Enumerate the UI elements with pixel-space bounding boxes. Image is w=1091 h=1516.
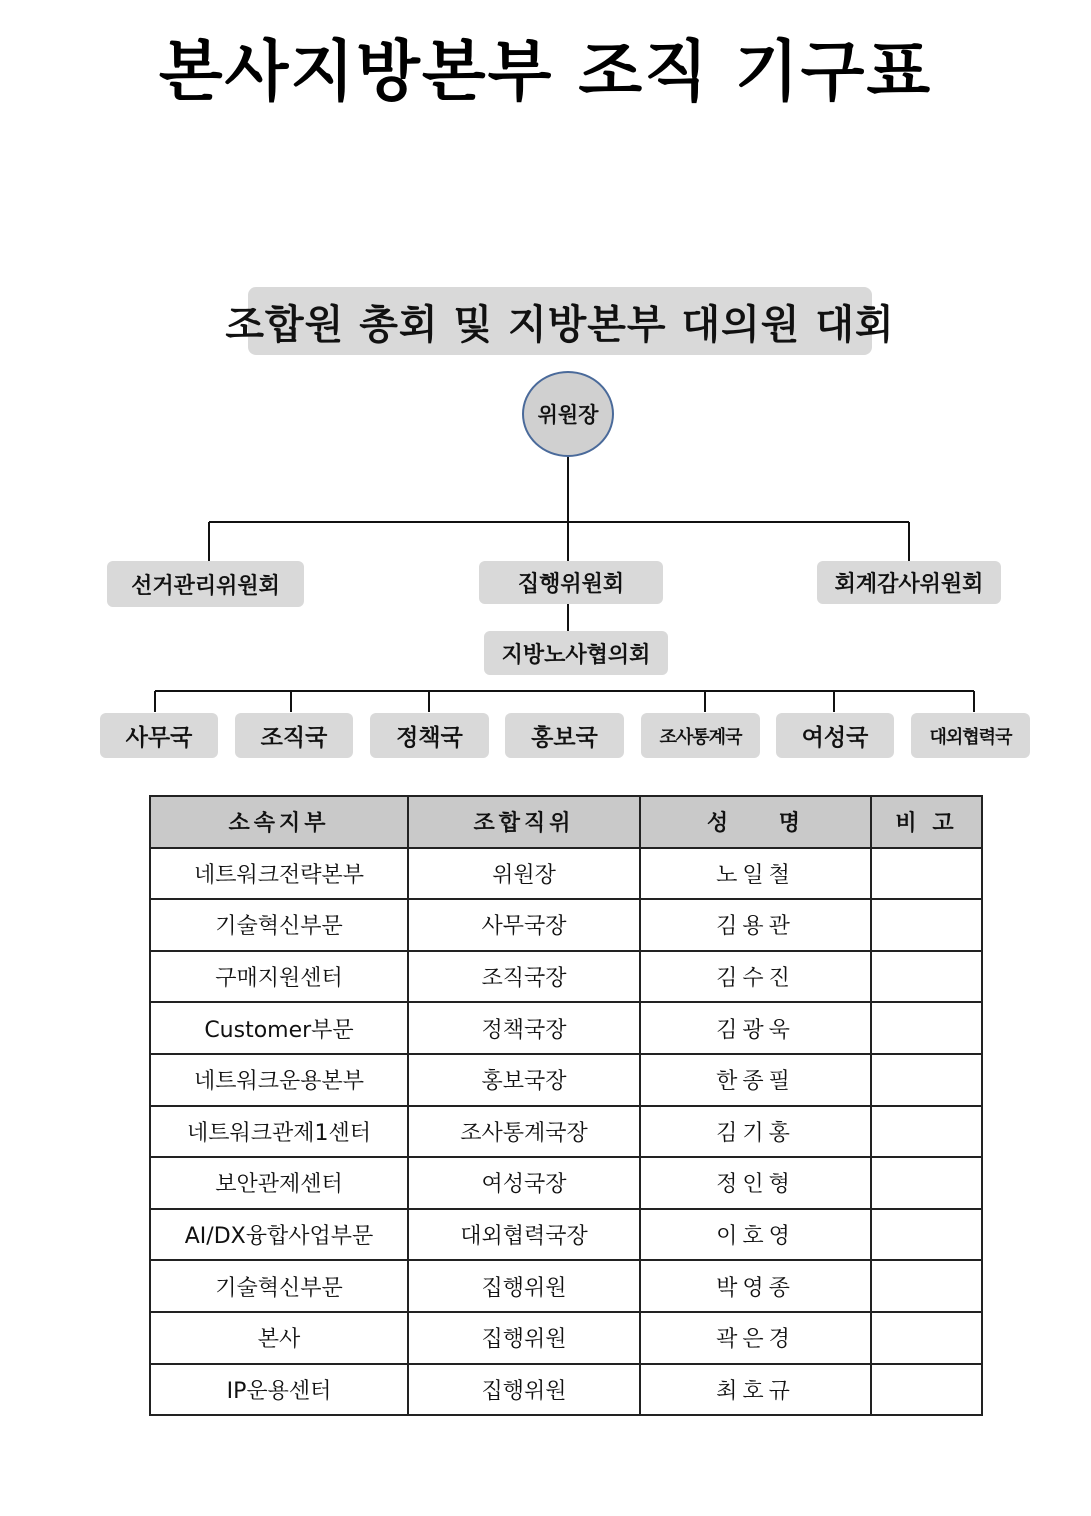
cell-branch: 기술혁신부문 bbox=[150, 899, 408, 951]
dept-box-research-statistics: 조사통계국 bbox=[641, 713, 760, 758]
cell-branch: Customer부문 bbox=[150, 1002, 408, 1054]
cell-name: 김수진 bbox=[640, 951, 871, 1003]
cell-position: 조직국장 bbox=[408, 951, 640, 1003]
cell-remarks bbox=[871, 848, 982, 900]
cell-name: 김광욱 bbox=[640, 1002, 871, 1054]
cell-position: 위원장 bbox=[408, 848, 640, 900]
dept-box-external-cooperation: 대외협력국 bbox=[911, 713, 1030, 758]
table-row bbox=[150, 1157, 982, 1209]
cell-remarks bbox=[871, 899, 982, 951]
cell-branch: 본사 bbox=[150, 1312, 408, 1364]
executive-committee-box: 집행위원회 bbox=[479, 561, 663, 604]
table-row bbox=[150, 1364, 982, 1416]
cell-position: 정책국장 bbox=[408, 1002, 640, 1054]
header-name: 성 명 bbox=[640, 796, 871, 848]
cell-remarks bbox=[871, 1260, 982, 1312]
cell-remarks bbox=[871, 1106, 982, 1158]
cell-position: 여성국장 bbox=[408, 1157, 640, 1209]
cell-remarks bbox=[871, 1002, 982, 1054]
cell-position: 집행위원 bbox=[408, 1364, 640, 1416]
cell-name: 노일철 bbox=[640, 848, 871, 900]
cell-branch: AI/DX융합사업부문 bbox=[150, 1209, 408, 1261]
header-branch: 소속지부 bbox=[150, 796, 408, 848]
cell-branch: IP운용센터 bbox=[150, 1364, 408, 1416]
cell-position: 조사통계국장 bbox=[408, 1106, 640, 1158]
cell-branch: 네트워크전략본부 bbox=[150, 848, 408, 900]
table-row bbox=[150, 1002, 982, 1054]
cell-branch: 네트워크관제1센터 bbox=[150, 1106, 408, 1158]
officer-roster-table bbox=[149, 795, 983, 1416]
dept-box-organization: 조직국 bbox=[235, 713, 353, 758]
table-row bbox=[150, 848, 982, 900]
table-row bbox=[150, 1260, 982, 1312]
table-row bbox=[150, 951, 982, 1003]
cell-name: 김기홍 bbox=[640, 1106, 871, 1158]
cell-branch: 보안관제센터 bbox=[150, 1157, 408, 1209]
general-assembly-box: 조합원 총회 및 지방본부 대의원 대회 bbox=[248, 287, 872, 355]
table-row bbox=[150, 899, 982, 951]
cell-branch: 네트워크운용본부 bbox=[150, 1054, 408, 1106]
dept-box-general-affairs: 사무국 bbox=[100, 713, 218, 758]
cell-remarks bbox=[871, 1054, 982, 1106]
table-row bbox=[150, 1106, 982, 1158]
cell-name: 한종필 bbox=[640, 1054, 871, 1106]
header-remarks: 비 고 bbox=[871, 796, 982, 848]
cell-name: 박영종 bbox=[640, 1260, 871, 1312]
cell-name: 김용관 bbox=[640, 899, 871, 951]
cell-remarks bbox=[871, 1209, 982, 1261]
cell-name: 정인형 bbox=[640, 1157, 871, 1209]
cell-remarks bbox=[871, 1364, 982, 1416]
audit-committee-box: 회계감사위원회 bbox=[817, 561, 1001, 604]
election-committee-box: 선거관리위원회 bbox=[107, 561, 304, 607]
cell-remarks bbox=[871, 951, 982, 1003]
cell-name: 이호영 bbox=[640, 1209, 871, 1261]
dept-box-publicity: 홍보국 bbox=[505, 713, 624, 758]
header-position: 조합직위 bbox=[408, 796, 640, 848]
cell-branch: 기술혁신부문 bbox=[150, 1260, 408, 1312]
cell-position: 홍보국장 bbox=[408, 1054, 640, 1106]
cell-position: 집행위원 bbox=[408, 1312, 640, 1364]
cell-name: 곽은경 bbox=[640, 1312, 871, 1364]
chair-node: 위원장 bbox=[522, 371, 614, 457]
cell-position: 집행위원 bbox=[408, 1260, 640, 1312]
table-row bbox=[150, 1312, 982, 1364]
cell-position: 사무국장 bbox=[408, 899, 640, 951]
cell-branch: 구매지원센터 bbox=[150, 951, 408, 1003]
labor-council-box: 지방노사협의회 bbox=[484, 631, 668, 675]
dept-box-policy: 정책국 bbox=[370, 713, 489, 758]
table-header-row bbox=[150, 796, 982, 848]
page-title: 본사지방본부 조직 기구표 bbox=[158, 33, 933, 110]
cell-name: 최호규 bbox=[640, 1364, 871, 1416]
cell-remarks bbox=[871, 1157, 982, 1209]
table-row bbox=[150, 1054, 982, 1106]
dept-box-women: 여성국 bbox=[776, 713, 894, 758]
table-row bbox=[150, 1209, 982, 1261]
cell-remarks bbox=[871, 1312, 982, 1364]
cell-position: 대외협력국장 bbox=[408, 1209, 640, 1261]
